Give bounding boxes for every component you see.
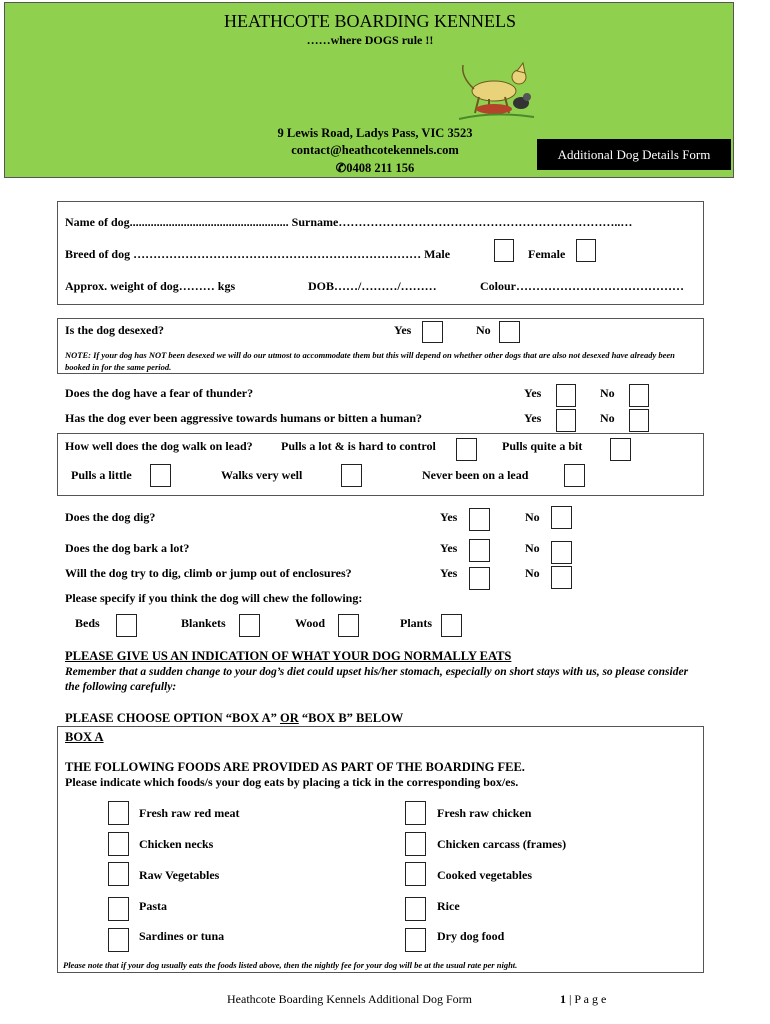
food-chicken-necks-label: Chicken necks (139, 837, 214, 851)
food-red-meat-checkbox[interactable] (108, 801, 129, 825)
lead-question: How well does the dog walk on lead? (65, 439, 253, 453)
desexed-no-checkbox[interactable] (499, 321, 520, 343)
food-raw-veg-checkbox[interactable] (108, 862, 129, 886)
tagline: ……where DOGS rule !! (306, 33, 434, 47)
lead-opt5-label: Never been on a lead (422, 468, 529, 482)
thunder-question: Does the dog have a fear of thunder? (65, 386, 254, 400)
phone-icon: ✆ (335, 161, 347, 175)
chew-beds-label: Beds (75, 616, 100, 630)
food-rice-label: Rice (437, 899, 460, 913)
colour-field[interactable]: Colour…………………………………… (480, 279, 684, 293)
page-number (560, 992, 606, 1007)
food-sardines-label: Sardines or tuna (139, 929, 225, 943)
lead-opt3-label: Pulls a little (71, 468, 132, 482)
female-label: Female (528, 247, 566, 261)
desexed-note: NOTE: If your dog has NOT been desexed we will do our utmost to accommodate them but this will depend on whether other dogs that are also not desexed have already been booked in for the same period. (65, 350, 675, 372)
desexed-question: Is the dog desexed? (65, 323, 165, 337)
choose-option-pre: PLEASE CHOOSE OPTION “BOX A” (65, 711, 280, 725)
desexed-yes-checkbox[interactable] (422, 321, 443, 343)
choose-option-post: “BOX B” BELOW (298, 711, 404, 725)
food-raw-veg-label: Raw Vegetables (139, 868, 220, 882)
chew-wood-checkbox[interactable] (338, 614, 359, 637)
lead-opt4-label: Walks very well (221, 468, 303, 482)
food-pasta-label: Pasta (139, 899, 167, 913)
foods-provided: THE FOLLOWING FOODS ARE PROVIDED AS PART OF THE BOARDING FEE. (65, 760, 525, 774)
email[interactable]: contact@heathcotekennels.com (291, 143, 459, 157)
bark-yes-label: Yes (440, 541, 458, 555)
female-checkbox[interactable] (576, 239, 596, 262)
food-cooked-veg-label: Cooked vegetables (437, 868, 532, 882)
escape-no-checkbox[interactable] (551, 566, 572, 589)
food-pasta-checkbox[interactable] (108, 897, 129, 921)
food-cooked-veg-checkbox[interactable] (405, 862, 426, 886)
chew-question: Please specify if you think the dog will chew the following: (65, 591, 363, 605)
thunder-yes-checkbox[interactable] (556, 384, 576, 407)
lead-opt3-checkbox[interactable] (150, 464, 171, 487)
thunder-no-checkbox[interactable] (629, 384, 649, 407)
chew-plants-checkbox[interactable] (441, 614, 462, 637)
business-name: HEATHCOTE BOARDING KENNELS (224, 11, 516, 31)
aggressive-yes-label: Yes (524, 411, 542, 425)
thunder-yes-label: Yes (524, 386, 542, 400)
aggressive-no-label: No (600, 411, 615, 425)
weight-field[interactable]: Approx. weight of dog……… kgs (65, 279, 236, 293)
lead-opt5-checkbox[interactable] (564, 464, 585, 487)
food-red-meat-label: Fresh raw red meat (139, 806, 240, 820)
chew-beds-checkbox[interactable] (116, 614, 137, 637)
food-sardines-checkbox[interactable] (108, 928, 129, 952)
page-number-value: 1 (560, 992, 566, 1006)
lead-opt4-checkbox[interactable] (341, 464, 362, 487)
chew-blankets-checkbox[interactable] (239, 614, 260, 637)
desexed-no-label: No (476, 323, 491, 337)
dogs-illustration (449, 53, 539, 125)
letterhead (4, 2, 734, 178)
lead-opt2-checkbox[interactable] (610, 438, 631, 461)
page-number-label: | P a g e (569, 992, 607, 1006)
escape-yes-checkbox[interactable] (469, 567, 490, 590)
chew-wood-label: Wood (295, 616, 326, 630)
dig-question: Does the dog dig? (65, 510, 156, 524)
choose-option (65, 711, 403, 726)
breed-field[interactable]: Breed of dog ……………………………………………………………… Male (65, 247, 451, 261)
fee-note: Please note that if your dog usually eats the foods listed above, then the nightly fee for your dog will be at the usual rate per night. (63, 960, 518, 970)
box-a-heading: BOX A (65, 730, 104, 744)
escape-yes-label: Yes (440, 566, 458, 580)
escape-no-label: No (525, 566, 540, 580)
food-carcass-checkbox[interactable] (405, 832, 426, 856)
lead-opt2-label: Pulls quite a bit (502, 439, 583, 453)
dig-yes-checkbox[interactable] (469, 508, 490, 531)
name-field[interactable]: Name of dog..................................................... Surname……………………………………………………………..… (65, 215, 633, 229)
food-dry-food-label: Dry dog food (437, 929, 505, 943)
diet-reminder: Remember that a sudden change to your dog’s diet could upset his/her stomach, especially on short stays with us, so please consider the following carefully: (65, 666, 689, 693)
aggressive-no-checkbox[interactable] (629, 409, 649, 432)
bark-no-label: No (525, 541, 540, 555)
food-heading: PLEASE GIVE US AN INDICATION OF WHAT YOUR DOG NORMALLY EATS (65, 649, 512, 663)
phone-number: 0408 211 156 (346, 161, 415, 175)
chew-blankets-label: Blankets (181, 616, 226, 630)
foods-instructions: Please indicate which foods/s your dog eats by placing a tick in the corresponding box/es. (65, 775, 519, 789)
food-raw-chicken-label: Fresh raw chicken (437, 806, 532, 820)
lead-opt1-checkbox[interactable] (456, 438, 477, 461)
food-dry-food-checkbox[interactable] (405, 928, 426, 952)
form-label: Additional Dog Details Form (537, 139, 731, 170)
bark-yes-checkbox[interactable] (469, 539, 490, 562)
food-raw-chicken-checkbox[interactable] (405, 801, 426, 825)
escape-question: Will the dog try to dig, climb or jump out of enclosures? (65, 566, 352, 580)
aggressive-yes-checkbox[interactable] (556, 409, 576, 432)
bark-no-checkbox[interactable] (551, 541, 572, 564)
dig-yes-label: Yes (440, 510, 458, 524)
footer-text: Heathcote Boarding Kennels Additional Dog Form (227, 992, 472, 1006)
chew-plants-label: Plants (400, 616, 433, 630)
food-rice-checkbox[interactable] (405, 897, 426, 921)
desexed-yes-label: Yes (394, 323, 412, 337)
dig-no-checkbox[interactable] (551, 506, 572, 529)
aggressive-question: Has the dog ever been aggressive towards humans or bitten a human? (65, 411, 423, 425)
dob-field[interactable]: DOB……/………/……… (308, 279, 437, 293)
dig-no-label: No (525, 510, 540, 524)
lead-opt1-label: Pulls a lot & is hard to control (281, 439, 436, 453)
address: 9 Lewis Road, Ladys Pass, VIC 3523 (277, 126, 473, 140)
thunder-no-label: No (600, 386, 615, 400)
choose-option-or: OR (279, 711, 299, 725)
bark-question: Does the dog bark a lot? (65, 541, 190, 555)
food-chicken-necks-checkbox[interactable] (108, 832, 129, 856)
male-checkbox[interactable] (494, 239, 514, 262)
food-carcass-label: Chicken carcass (frames) (437, 837, 567, 851)
